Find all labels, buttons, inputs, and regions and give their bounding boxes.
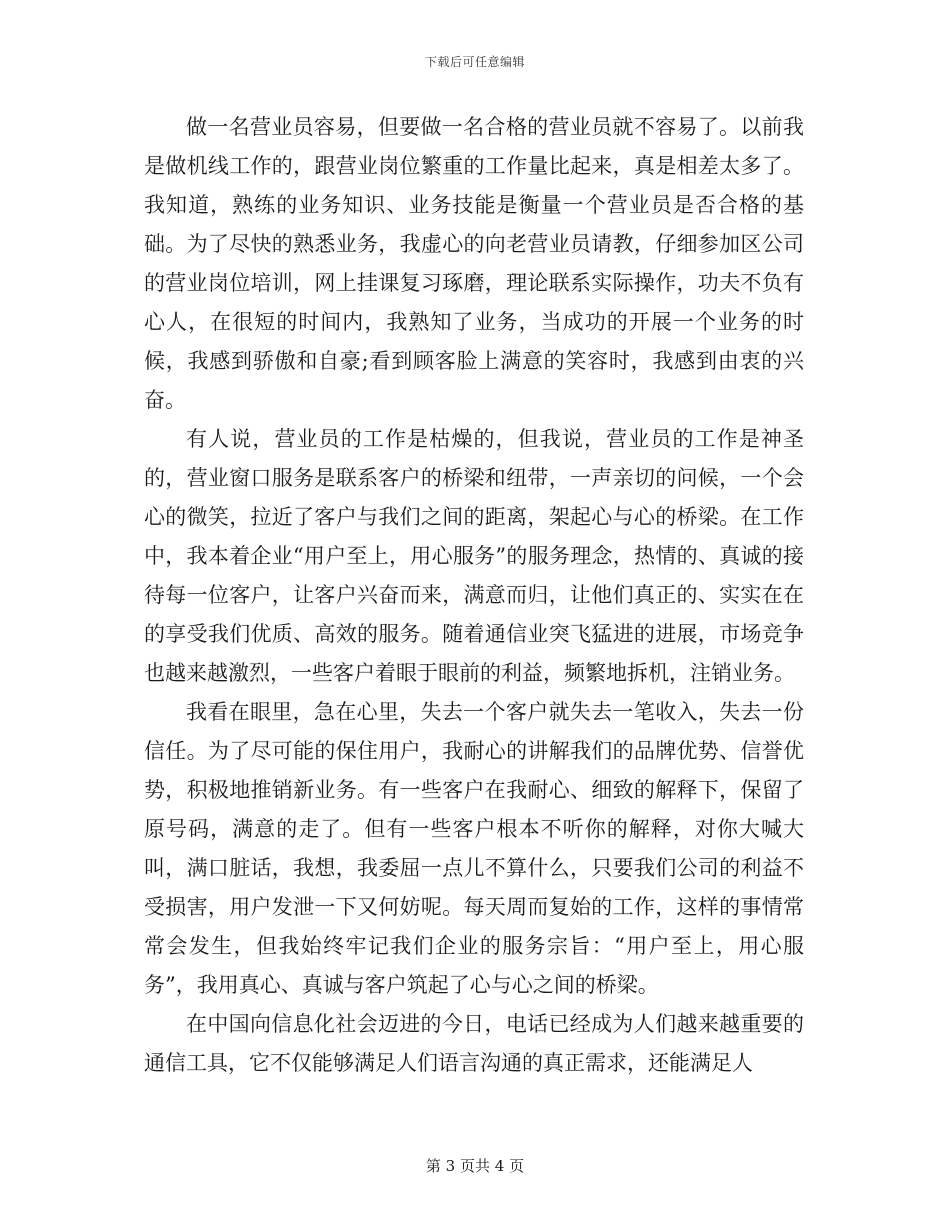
page-header-note: 下载后可任意编辑	[424, 55, 525, 69]
paragraph-4: 在中国向信息化社会迈进的今日，电话已经成为人们越来越重要的通信工具，它不仅能够满足人们语言沟通的真正需求，还能满足人	[144, 1012, 804, 1075]
paragraph-1: 做一名营业员容易，但要做一名合格的营业员就不容易了。以前我是做机线工作的，跟营业岗位繁重的工作量比起来，真是相差太多了。我知道，熟练的业务知识、业务技能是衡量一个营业员是否合格的基础。为了尽快的熟悉业务，我虚心的向老营业员请教，仔细参加区公司的营业岗位培训，网上挂课复习琢磨，理论联系实际操作，功夫不负有心人，在很短的时间内，我熟知了业务，当成功的开展一个业务的时候，我感到骄傲和自豪;看到顾客脸上满意的笑容时，我感到由衷的兴奋。	[144, 115, 804, 412]
document-body	[144, 108, 804, 1083]
paragraph-2: 有人说，营业员的工作是枯燥的，但我说，营业员的工作是神圣的，营业窗口服务是联系客户的桥梁和纽带，一声亲切的问候，一个会心的微笑，拉近了客户与我们之间的距离，架起心与心的桥梁。在工作中，我本着企业“用户至上，用心服务”的服务理念，热情的、真诚的接待每一位客户，让客户兴奋而来，满意而归，让他们真正的、实实在在的享受我们优质、高效的服务。随着通信业突飞猛进的进展，市场竞争也越来越激烈，一些客户着眼于眼前的利益，频繁地拆机，注销业务。	[144, 427, 804, 685]
paragraph-3: 我看在眼里，急在心里，失去一个客户就失去一笔收入，失去一份信任。为了尽可能的保住用户，我耐心的讲解我们的品牌优势、信誉优势，积极地推销新业务。有一些客户在我耐心、细致的解释下，保留了原号码，满意的走了。但有一些客户根本不听你的解释，对你大喊大叫，满口脏话，我想，我委屈一点儿不算什么，只要我们公司的利益不受损害，用户发泄一下又何妨呢。每天周而复始的工作，这样的事情常常会发生，但我始终牢记我们企业的服务宗旨：“用户至上，用心服务”，我用真心、真诚与客户筑起了心与心之间的桥梁。	[144, 700, 804, 997]
page-number: 第 3 页共 4 页	[425, 1157, 525, 1175]
